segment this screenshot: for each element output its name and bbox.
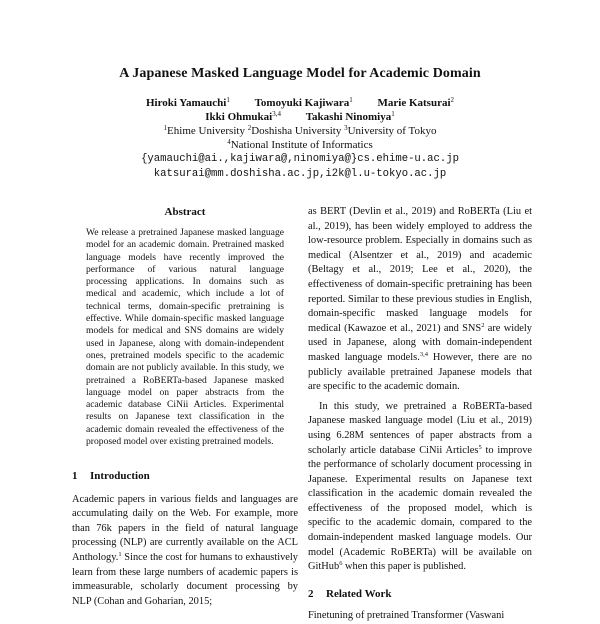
author-name: Takashi Ninomiya [305, 111, 392, 123]
affiliations-line-1 [0, 124, 600, 138]
author-name: Ikki Ohmukai [205, 111, 273, 123]
author-emails-1: {yamauchi@ai.,kajiwara@,ninomiya@}cs.ehime-u.ac.jp [141, 153, 459, 165]
affiliation: National Institute of Informatics [230, 139, 373, 151]
affiliation: University of Tokyo [347, 125, 437, 137]
author-name: Tomoyuki Kajiwara [254, 97, 350, 109]
text-run: as BERT (Devlin et al., 2019) and RoBERTa (Liu et al., 2019), has been widely employed to address the low-resource problem. Especially in domains such as medical (Alsentzer et al., 2019) and academic (Beltagy et al., 2019; Lee et al., 2020), the effectiveness of domain-specific pretraining has been reported. Similar to these previous studies in English, domain-specific masked language models for medical (Kawazoe et al., 2021) and SNS [308, 206, 532, 334]
author-affil: 2 [450, 96, 455, 104]
text-run: to improve the performance of scholarly document processing in Japanese. Experimental results on Japanese text classification in the academic domain revealed the effectiveness of the proposed model, which is specific to the academic domain, compared to the domain-independent masked language models. Our model (Academic RoBERTa) will be available on GitHub [308, 444, 532, 573]
footnote-marker: 5 [478, 443, 482, 451]
affiliation: Ehime University [167, 125, 248, 137]
authors-row-1 [0, 96, 600, 110]
footnote-marker: 1 [118, 550, 122, 558]
author-affil: 1 [349, 96, 353, 104]
section-heading [72, 469, 298, 484]
author-emails-2: katsurai@mm.doshisha.ac.jp,i2k@l.u-tokyo.ac.jp [153, 168, 447, 180]
affiliations-line-2 [0, 138, 600, 152]
footnote-marker: 2 [481, 321, 485, 329]
authors-row-2 [0, 110, 600, 124]
intro-paragraph-cont [308, 205, 532, 395]
text-run: In this study, we pretrained a RoBERTa-based Japanese masked language model (Liu et al., 2019) using 6.28M sentences of paper abstracts from a scholarly article database CiNii Articles [308, 400, 532, 456]
text-run: However, there are no publicly available pretrained Japanese models that are specific to the academic domain. [308, 351, 532, 393]
affil-marker: 3 [344, 124, 348, 132]
paper-title: A Japanese Masked Language Model for Academic Domain [119, 66, 481, 81]
section-number: 2 [308, 587, 314, 600]
section-title: Introduction [90, 470, 150, 482]
right-column-body [308, 205, 532, 624]
author-name: Hiroki Yamauchi [145, 97, 227, 109]
text-run: Academic papers in various fields and languages are accumulating daily on the Web. For example, more than 76k papers in the field of natural language processing (NLP) are currently available on the ACL Anthology. [72, 493, 298, 563]
section-heading [308, 587, 532, 602]
footnote-marker: 6 [339, 560, 343, 568]
left-column-body [72, 469, 298, 609]
abstract-heading: Abstract [164, 206, 206, 218]
section-number: 1 [72, 470, 78, 482]
author-affil: 1 [391, 110, 395, 118]
abstract-text: We release a pretrained Japanese masked language model for an academic domain. Pretrained masked language models have recently improved the performance of various natural language processing applications. In domains such as medical and academic, which include a lot of technical terms, domain-specific pretraining is effective. While domain-specific masked language models for medical and SNS domains are widely used in Japanese, along with domain-independent ones, pretrained models specific to the academic domain are not publicly available. In this study, we pretrained a RoBERTa-based Japanese masked language model on paper abstracts from the academic database CiNii Articles. Experimental results on Japanese text classification in the academic domain revealed the effectiveness of the proposed model over existing pretrained models. [86, 227, 284, 448]
author-affil: 1 [226, 96, 230, 104]
author-affil: 3,4 [272, 110, 281, 118]
text-run: Since the cost for humans to exhaustively learn from these large numbers of academic papers is immeasurable, scholarly document processing by NLP (Cohan and Goharian, 2015; [72, 551, 298, 607]
affil-marker: 4 [227, 138, 231, 146]
text-run: are widely used in Japanese, along with domain-independent masked language models. [308, 322, 532, 363]
affiliation: Doshisha University [251, 125, 345, 137]
author-block [0, 96, 600, 182]
affil-marker: 1 [163, 124, 168, 132]
intro-paragraph-2 [308, 400, 532, 575]
affil-marker: 2 [247, 124, 252, 132]
footnote-marker: 3,4 [419, 350, 428, 358]
text-run: when this paper is published. [342, 561, 466, 573]
related-work-paragraph: Finetuning of pretrained Transformer (Vaswani [308, 610, 505, 622]
author-name: Marie Katsurai [377, 97, 451, 109]
intro-paragraph [72, 493, 298, 610]
section-title: Related Work [326, 587, 392, 600]
